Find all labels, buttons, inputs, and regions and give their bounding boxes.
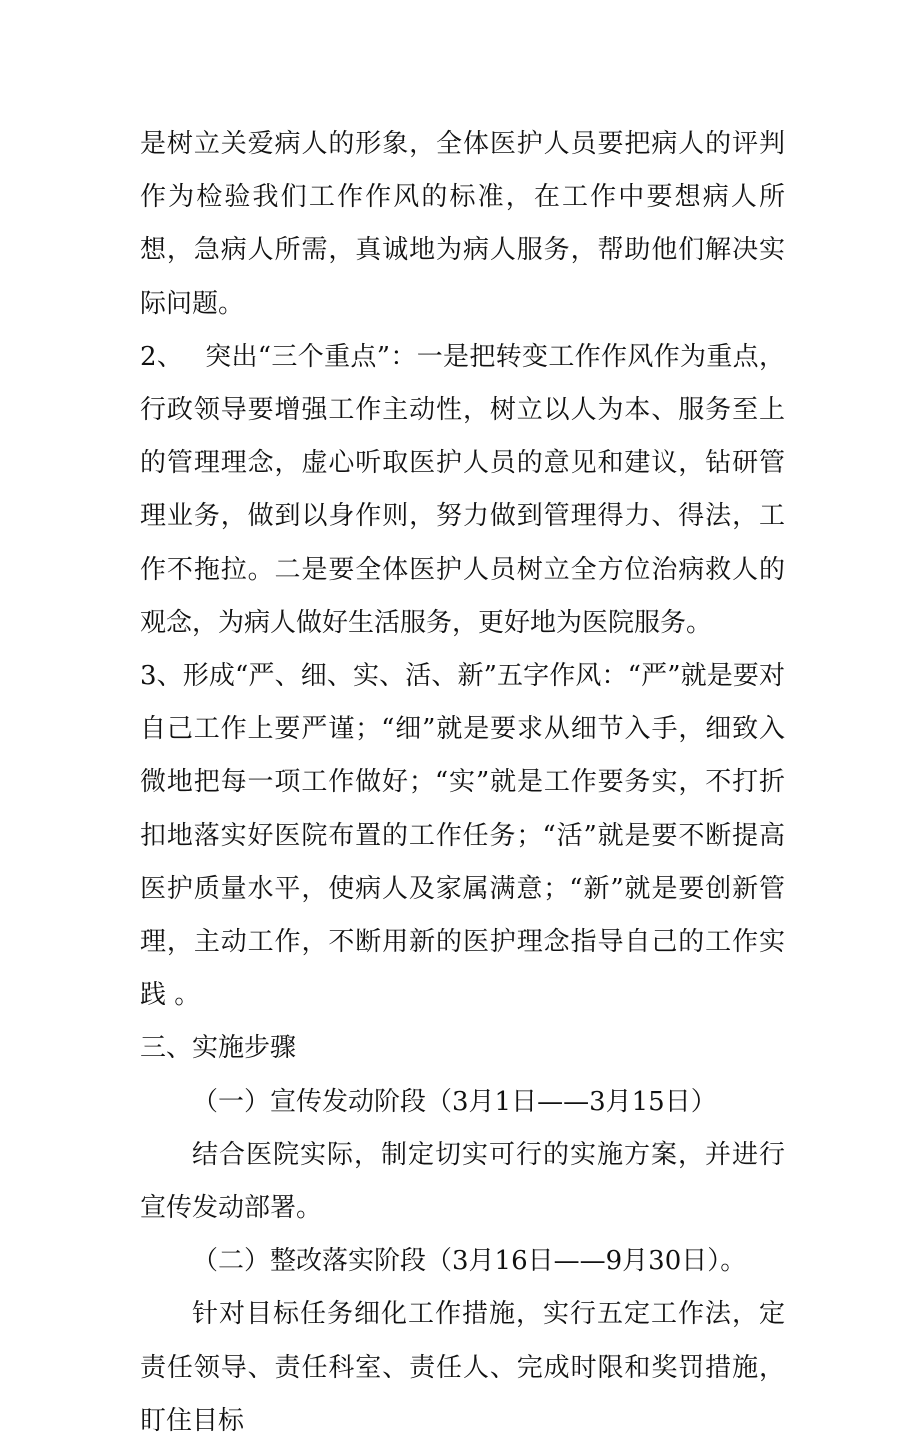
paragraph-subsection-2: 针对目标任务细化工作措施，实行五定工作法，定责任领导、责任科室、责任人、完成时限和奖罚措施，盯住目标: [140, 1299, 785, 1436]
document-body: [140, 118, 785, 1448]
subsection-heading-2: （二）整改落实阶段（3月16日——9月30日）。: [192, 1246, 747, 1277]
subsection-heading-1: （一）宣传发动阶段（3月1日——3月15日）: [192, 1086, 717, 1117]
paragraph-item-2: 2、 突出“三个重点”：一是把转变工作作风作为重点，行政领导要增强工作主动性，树立以人为本、服务至上的管理理念，虚心听取医护人员的意见和建议，钻研管理业务，做到以身作则，努力做到管理得力、得法，工作不拖拉。二是要全体医护人员树立全方位治病救人的观念，为病人做好生活服务，更好地为医院服务。: [140, 341, 785, 638]
paragraph-subsection-1: 结合医院实际，制定切实可行的实施方案，并进行宣传发动部署。: [140, 1139, 785, 1224]
paragraph-item-3: 3、形成“严、细、实、活、新”五字作风：“严”就是要对自己工作上要严谨；“细”就是要求从细节入手，细致入微地把每一项工作做好；“实”就是工作要务实，不打折扣地落实好医院布置的工作任务；“活”就是要不断提高医护质量水平，使病人及家属满意；“新”就是要创新管理，主动工作，不断用新的医护理念指导自己的工作实践 。: [140, 661, 785, 1011]
section-heading-3: 三、实施步骤: [140, 1033, 297, 1064]
paragraph-continuation: 是树立关爱病人的形象，全体医护人员要把病人的评判作为检验我们工作作风的标准，在工作中要想病人所想，急病人所需，真诚地为病人服务，帮助他们解决实际问题。: [140, 129, 785, 319]
